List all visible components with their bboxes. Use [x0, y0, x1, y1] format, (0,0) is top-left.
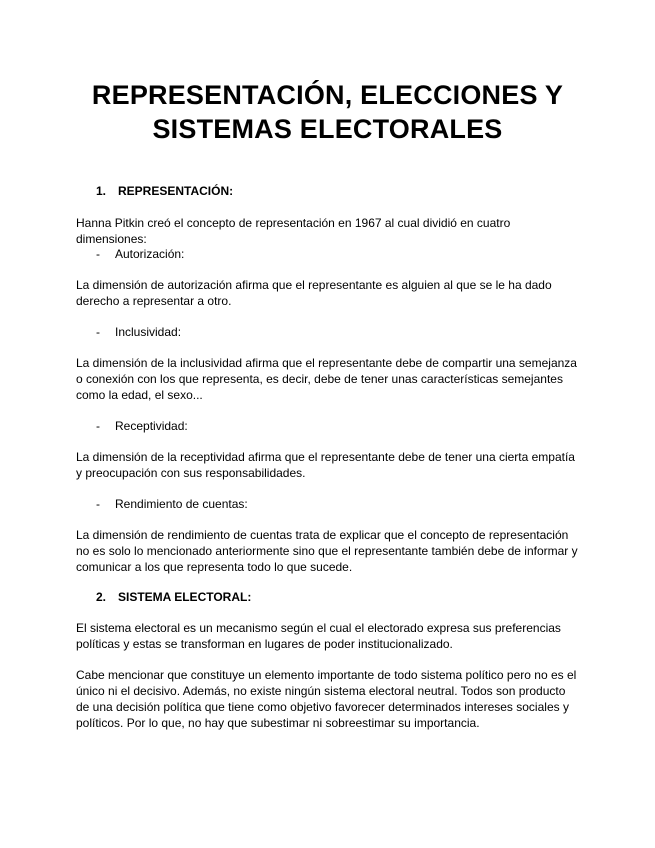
section-heading-text: REPRESENTACIÓN: — [118, 184, 234, 198]
section-number: 2. — [96, 590, 107, 604]
section-intro-paragraph: Hanna Pitkin creó el concepto de representación en 1967 al cual dividió en cuatro dimensiones: — [76, 216, 511, 246]
list-item-label: Autorización: — [115, 247, 185, 261]
list-dash: - — [96, 247, 100, 261]
list-item-label: Inclusividad: — [115, 325, 182, 339]
title-line-1: REPRESENTACIÓN, ELECCIONES Y — [91, 80, 564, 110]
title-line-2: SISTEMAS ELECTORALES — [152, 114, 503, 144]
list-item-receptividad — [96, 418, 188, 434]
document-title — [60, 78, 595, 146]
list-item-inclusividad — [96, 324, 181, 340]
paragraph-sistema-electoral-importancia: Cabe mencionar que constituye un elemento importante de todo sistema político pero no es el único ni el decisivo. Además, no existe ningún sistema electoral neutral. Todos son producto de una decisión política que tiene como objetivo favorecer determinados intereses sociales y políticos. Por lo que, no hay que subestimar ni sobreestimar su importancia. — [76, 668, 577, 730]
section-number: 1. — [96, 184, 107, 198]
paragraph-autorizacion: La dimensión de autorización afirma que el representante es alguien al que se le ha dado derecho a representar a otro. — [76, 278, 552, 308]
section-heading-representacion — [96, 183, 581, 199]
list-dash: - — [96, 419, 100, 433]
list-item-rendimiento-de-cuentas — [96, 496, 248, 512]
list-dash: - — [96, 325, 100, 339]
list-item-label: Rendimiento de cuentas: — [115, 497, 248, 511]
section-heading-sistema-electoral — [96, 589, 581, 605]
paragraph-sistema-electoral-definicion: El sistema electoral es un mecanismo según el cual el electorado expresa sus preferencias políticas y estas se transforman en lugares de poder institucionalizado. — [76, 621, 561, 651]
list-item-label: Receptividad: — [115, 419, 188, 433]
paragraph-receptividad: La dimensión de la receptividad afirma que el representante debe de tener una cierta empatía y preocupación con sus responsabilidades. — [76, 450, 575, 480]
list-dash: - — [96, 497, 100, 511]
paragraph-inclusividad: La dimensión de la inclusividad afirma que el representante debe de compartir una semejanza o conexión con los que representa, es decir, debe de tener unas características semejantes como la edad, el sexo... — [76, 356, 577, 402]
list-item-autorizacion — [96, 246, 184, 262]
paragraph-rendimiento-de-cuentas: La dimensión de rendimiento de cuentas trata de explicar que el concepto de representación no es solo lo mencionado anteriormente sino que el representante también debe de informar y comunicar a los que representa todo lo que sucede. — [76, 528, 578, 574]
section-heading-text: SISTEMA ELECTORAL: — [118, 590, 252, 604]
